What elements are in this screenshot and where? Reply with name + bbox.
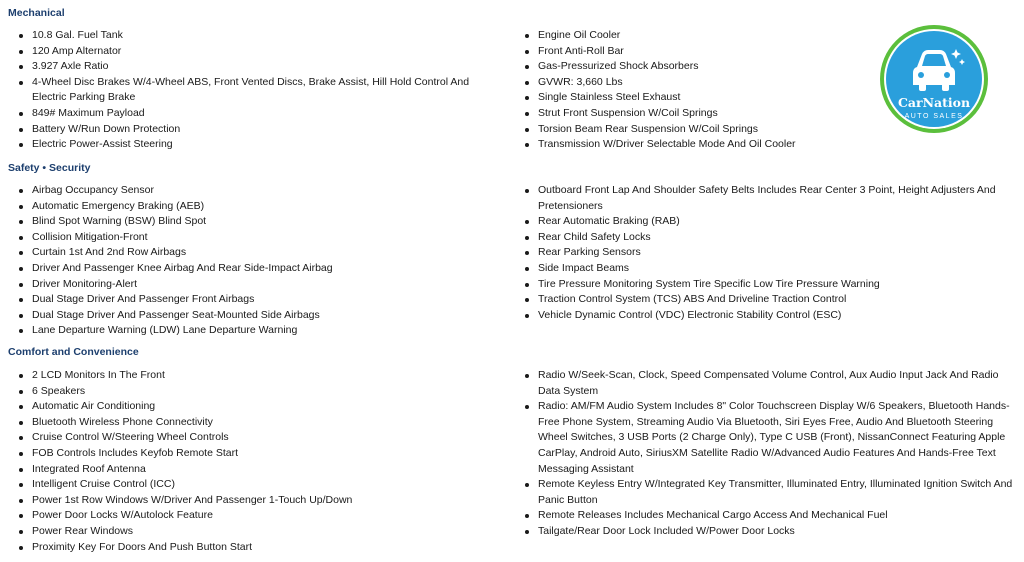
list-item: 3.927 Axle Ratio (8, 59, 488, 75)
list-item: Proximity Key For Doors And Push Button Start (8, 540, 488, 556)
list-item: Airbag Occupancy Sensor (8, 183, 488, 199)
list-item: Intelligent Cruise Control (ICC) (8, 477, 488, 493)
list-item: 849# Maximum Payload (8, 106, 488, 122)
safety-list-left (8, 183, 488, 339)
list-item: 4-Wheel Disc Brakes W/4-Wheel ABS, Front Vented Discs, Brake Assist, Hill Hold Control And Electric Parking Brake (8, 75, 488, 106)
list-item: Electric Power-Assist Steering (8, 137, 488, 153)
list-item: Curtain 1st And 2nd Row Airbags (8, 245, 488, 261)
list-item: Automatic Air Conditioning (8, 399, 488, 415)
list-item: Lane Departure Warning (LDW) Lane Departure Warning (8, 323, 488, 339)
list-item: Rear Parking Sensors (514, 245, 1014, 261)
list-item: Single Stainless Steel Exhaust (514, 90, 1014, 106)
list-item: Radio: AM/FM Audio System Includes 8" Color Touchscreen Display W/6 Speakers, Bluetooth Hands-Free Phone System, Streaming Audio Via Bluetooth, Siri Eyes Free, Audio And Bluetooth Steering Wheel Switches, 3 USB Ports (2 Charge Only), Type C USB (Front), NissanConnect Featuring Apple CarPlay, Android Auto, SiriusXM Satellite Radio W/Advanced Audio Features And Hands-Free Text Messaging Assistant (514, 399, 1014, 477)
logo-subtitle: AUTO SALES (904, 113, 964, 120)
list-item: Automatic Emergency Braking (AEB) (8, 199, 488, 215)
list-item: 2 LCD Monitors In The Front (8, 368, 488, 384)
carnation-logo (878, 23, 990, 135)
list-item: Power Door Locks W/Autolock Feature (8, 508, 488, 524)
list-item: 10.8 Gal. Fuel Tank (8, 28, 488, 44)
list-item: Bluetooth Wireless Phone Connectivity (8, 415, 488, 431)
list-item: GVWR: 3,660 Lbs (514, 75, 1014, 91)
list-item: Remote Releases Includes Mechanical Cargo Access And Mechanical Fuel (514, 508, 1014, 524)
list-item: 120 Amp Alternator (8, 44, 488, 60)
list-item: Strut Front Suspension W/Coil Springs (514, 106, 1014, 122)
list-item: Driver Monitoring-Alert (8, 277, 488, 293)
list-item: Dual Stage Driver And Passenger Front Airbags (8, 292, 488, 308)
list-item: Cruise Control W/Steering Wheel Controls (8, 430, 488, 446)
list-item: Radio W/Seek-Scan, Clock, Speed Compensated Volume Control, Aux Audio Input Jack And Radio Data System (514, 368, 1014, 399)
list-item: Outboard Front Lap And Shoulder Safety Belts Includes Rear Center 3 Point, Height Adjusters And Pretensioners (514, 183, 1014, 214)
list-item: Tailgate/Rear Door Lock Included W/Power Door Locks (514, 524, 1014, 540)
safety-list-right (514, 183, 1014, 323)
list-item: Dual Stage Driver And Passenger Seat-Mounted Side Airbags (8, 308, 488, 324)
list-item: Integrated Roof Antenna (8, 462, 488, 478)
list-item: Blind Spot Warning (BSW) Blind Spot (8, 214, 488, 230)
list-item: Tire Pressure Monitoring System Tire Specific Low Tire Pressure Warning (514, 277, 1014, 293)
list-item: Driver And Passenger Knee Airbag And Rear Side-Impact Airbag (8, 261, 488, 277)
list-item: Battery W/Run Down Protection (8, 122, 488, 138)
list-item: FOB Controls Includes Keyfob Remote Start (8, 446, 488, 462)
list-item: Gas-Pressurized Shock Absorbers (514, 59, 1014, 75)
list-item: Engine Oil Cooler (514, 28, 1014, 44)
comfort-list-right (514, 368, 1014, 540)
list-item: Remote Keyless Entry W/Integrated Key Transmitter, Illuminated Entry, Illuminated Ignition Switch And Panic Button (514, 477, 1014, 508)
list-item: Transmission W/Driver Selectable Mode And Oil Cooler (514, 137, 1014, 153)
list-item: Torsion Beam Rear Suspension W/Coil Springs (514, 122, 1014, 138)
list-item: Power Rear Windows (8, 524, 488, 540)
logo-name: CarNation (897, 95, 971, 110)
list-item: Side Impact Beams (514, 261, 1014, 277)
list-item: Collision Mitigation-Front (8, 230, 488, 246)
section-title-mechanical: Mechanical (8, 7, 65, 19)
section-title-safety-security: Safety • Security (8, 162, 91, 174)
list-item: Power 1st Row Windows W/Driver And Passenger 1-Touch Up/Down (8, 493, 488, 509)
list-item: 6 Speakers (8, 384, 488, 400)
list-item: Vehicle Dynamic Control (VDC) Electronic Stability Control (ESC) (514, 308, 1014, 324)
list-item: Front Anti-Roll Bar (514, 44, 1014, 60)
list-item: Traction Control System (TCS) ABS And Driveline Traction Control (514, 292, 1014, 308)
section-title-comfort-convenience: Comfort and Convenience (8, 346, 139, 358)
comfort-list-left (8, 368, 488, 555)
list-item: Rear Child Safety Locks (514, 230, 1014, 246)
list-item: Rear Automatic Braking (RAB) (514, 214, 1014, 230)
mechanical-list-left (8, 28, 488, 153)
